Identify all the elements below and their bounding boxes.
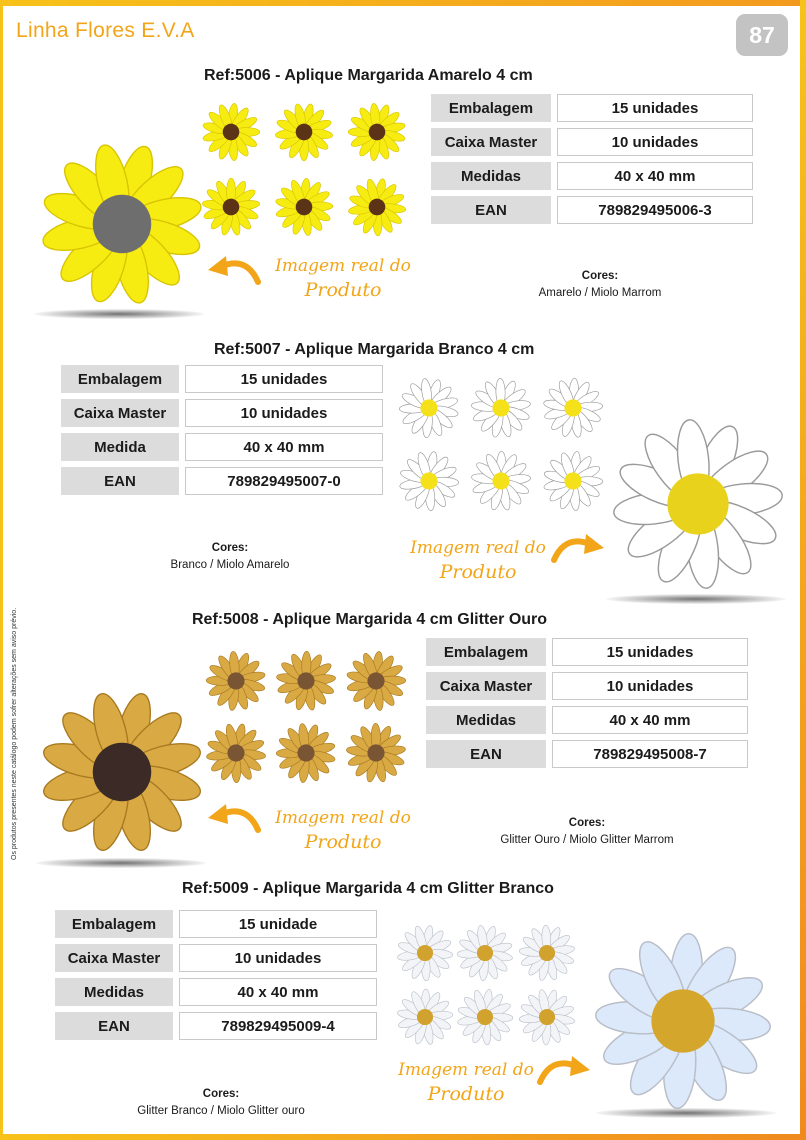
- real-image-caption-line1: Imagem real do: [275, 256, 411, 276]
- flower-center: [227, 744, 244, 761]
- daisy-icon: [540, 448, 606, 514]
- spec-value: 15 unidades: [185, 365, 383, 393]
- colors-note: [462, 815, 712, 849]
- flower-center: [223, 199, 240, 216]
- arrow-left-icon: [204, 252, 262, 286]
- real-image-caption-line1: Imagem real do: [275, 808, 411, 828]
- daisy-small: [199, 100, 263, 168]
- daisy-small: [540, 448, 606, 518]
- spec-label: Medidas: [431, 162, 551, 190]
- daisy-icon: [396, 375, 462, 441]
- flower-center: [369, 199, 386, 216]
- flower-center: [539, 1009, 555, 1025]
- spec-label: EAN: [55, 1012, 173, 1040]
- flower-center: [367, 672, 384, 689]
- spec-table: [431, 94, 753, 224]
- colors-label: Cores:: [568, 817, 606, 829]
- daisy-icon: [343, 720, 409, 786]
- page-border-right: [800, 0, 806, 1140]
- daisy-small: [343, 648, 409, 718]
- daisy-icon: [203, 720, 269, 786]
- daisy-small: [394, 986, 456, 1052]
- spec-value: 789829495007-0: [185, 467, 383, 495]
- daisy-small: [203, 648, 269, 718]
- daisy-large: [36, 138, 208, 314]
- page-border-left: [0, 0, 3, 1140]
- daisy-small: [454, 922, 516, 988]
- real-image-caption: [258, 806, 428, 854]
- flower-center: [417, 1009, 433, 1025]
- spec-value: 10 unidades: [185, 399, 383, 427]
- spec-label: Embalagem: [55, 910, 173, 938]
- product-title: Ref:5008 - Aplique Margarida 4 cm Glitter Ouro: [192, 611, 548, 628]
- daisy-large-icon: [590, 928, 776, 1114]
- real-image-caption-line2: Produto: [304, 279, 382, 301]
- real-image-caption: [258, 254, 428, 302]
- spec-value: 15 unidades: [552, 638, 748, 666]
- spec-label: Medidas: [55, 978, 173, 1006]
- flower-center: [420, 472, 437, 489]
- daisy-large: [36, 686, 208, 862]
- flower-center: [93, 195, 151, 253]
- daisy-icon: [272, 100, 336, 164]
- real-image-caption: [398, 536, 558, 584]
- spec-label: Medida: [61, 433, 179, 461]
- spec-value: 789829495006-3: [557, 196, 753, 224]
- daisy-icon: [454, 986, 516, 1048]
- flower-center: [417, 945, 433, 961]
- spec-value: 40 x 40 mm: [179, 978, 377, 1006]
- spec-label: EAN: [426, 740, 546, 768]
- page-border-bottom: [0, 1134, 806, 1140]
- daisy-icon: [540, 375, 606, 441]
- flower-center: [367, 744, 384, 761]
- spec-label: Caixa Master: [61, 399, 179, 427]
- colors-value: Branco / Miolo Amarelo: [170, 559, 290, 571]
- daisy-small: [272, 100, 336, 168]
- colors-value: Glitter Ouro / Miolo Glitter Marrom: [500, 834, 674, 846]
- catalog-section-title: Linha Flores E.V.A: [16, 19, 195, 42]
- daisy-small: [516, 922, 578, 988]
- spec-value: 15 unidades: [557, 94, 753, 122]
- daisy-icon: [343, 648, 409, 714]
- daisy-large-icon: [36, 686, 208, 858]
- daisy-icon: [396, 448, 462, 514]
- real-image-caption-line1: Imagem real do: [398, 1060, 534, 1080]
- daisy-small: [272, 175, 336, 243]
- real-image-caption-line2: Produto: [427, 1083, 505, 1105]
- spec-label: Caixa Master: [426, 672, 546, 700]
- daisy-icon: [468, 375, 534, 441]
- colors-label: Cores:: [202, 1088, 240, 1100]
- daisy-icon: [199, 100, 263, 164]
- daisy-large: [608, 414, 788, 598]
- daisy-small: [203, 720, 269, 790]
- spec-label: Embalagem: [426, 638, 546, 666]
- colors-value: Amarelo / Miolo Marrom: [538, 287, 662, 299]
- daisy-small: [396, 448, 462, 518]
- spec-value: 40 x 40 mm: [557, 162, 753, 190]
- real-image-caption: [386, 1058, 546, 1106]
- product-title: Ref:5009 - Aplique Margarida 4 cm Glitter Branco: [182, 880, 554, 897]
- daisy-icon: [516, 986, 578, 1048]
- spec-label: EAN: [431, 196, 551, 224]
- real-image-caption-line2: Produto: [439, 561, 517, 583]
- spec-label: Caixa Master: [431, 128, 551, 156]
- flower-center: [297, 744, 314, 761]
- spec-label: Medidas: [426, 706, 546, 734]
- daisy-icon: [199, 175, 263, 239]
- daisy-icon: [394, 986, 456, 1048]
- flower-center: [477, 1009, 493, 1025]
- flower-center: [477, 945, 493, 961]
- flower-center: [492, 399, 509, 416]
- daisy-small: [468, 448, 534, 518]
- disclaimer-note: Os produtos presentes neste catálogo podem sofrer alterações sem aviso prévio.: [11, 607, 18, 860]
- colors-label: Cores:: [581, 270, 619, 282]
- daisy-icon: [345, 100, 409, 164]
- spec-label: Embalagem: [431, 94, 551, 122]
- daisy-icon: [394, 922, 456, 984]
- spec-value: 789829495009-4: [179, 1012, 377, 1040]
- spec-value: 10 unidades: [552, 672, 748, 700]
- daisy-large-icon: [36, 138, 208, 310]
- spec-table: [55, 910, 377, 1040]
- daisy-large-icon: [608, 414, 788, 594]
- flower-center: [223, 124, 240, 141]
- daisy-icon: [272, 175, 336, 239]
- spec-table: [61, 365, 383, 495]
- daisy-icon: [203, 648, 269, 714]
- colors-value: Glitter Branco / Miolo Glitter ouro: [137, 1105, 305, 1117]
- spec-value: 15 unidade: [179, 910, 377, 938]
- daisy-small: [468, 375, 534, 445]
- daisy-icon: [516, 922, 578, 984]
- colors-note: [96, 1086, 346, 1120]
- colors-note: [120, 540, 340, 574]
- daisy-small: [343, 720, 409, 790]
- daisy-small: [394, 922, 456, 988]
- real-image-caption-line2: Produto: [304, 831, 382, 853]
- arrow-left-icon: [204, 800, 262, 834]
- spec-value: 10 unidades: [557, 128, 753, 156]
- flower-center: [420, 399, 437, 416]
- daisy-small: [345, 100, 409, 168]
- flower-center: [297, 672, 314, 689]
- arrow-right-icon: [536, 1052, 594, 1086]
- page-border-top: [0, 0, 806, 6]
- daisy-small: [540, 375, 606, 445]
- daisy-small: [199, 175, 263, 243]
- colors-note: [490, 268, 710, 302]
- page-number-badge: 87: [736, 14, 788, 56]
- daisy-icon: [273, 720, 339, 786]
- spec-label: Embalagem: [61, 365, 179, 393]
- colors-label: Cores:: [211, 542, 249, 554]
- flower-center: [227, 672, 244, 689]
- flower-center: [651, 989, 714, 1052]
- spec-value: 10 unidades: [179, 944, 377, 972]
- spec-value: 40 x 40 mm: [552, 706, 748, 734]
- flower-center: [93, 743, 151, 801]
- daisy-icon: [273, 648, 339, 714]
- daisy-small: [273, 648, 339, 718]
- spec-label: EAN: [61, 467, 179, 495]
- flower-center: [539, 945, 555, 961]
- spec-label: Caixa Master: [55, 944, 173, 972]
- flower-center: [492, 472, 509, 489]
- flower-center: [564, 399, 581, 416]
- flower-center: [296, 124, 313, 141]
- daisy-large: [590, 928, 776, 1118]
- daisy-small: [273, 720, 339, 790]
- arrow-right-icon: [550, 530, 608, 564]
- spec-value: 40 x 40 mm: [185, 433, 383, 461]
- real-image-caption-line1: Imagem real do: [410, 538, 546, 558]
- product-title: Ref:5006 - Aplique Margarida Amarelo 4 cm: [204, 67, 533, 84]
- daisy-small: [516, 986, 578, 1052]
- flower-center: [296, 199, 313, 216]
- flower-center: [369, 124, 386, 141]
- daisy-icon: [468, 448, 534, 514]
- spec-value: 789829495008-7: [552, 740, 748, 768]
- daisy-small: [345, 175, 409, 243]
- daisy-icon: [345, 175, 409, 239]
- daisy-small: [396, 375, 462, 445]
- spec-table: [426, 638, 748, 768]
- daisy-icon: [454, 922, 516, 984]
- daisy-small: [454, 986, 516, 1052]
- product-title: Ref:5007 - Aplique Margarida Branco 4 cm: [214, 341, 535, 358]
- flower-center: [667, 473, 728, 534]
- flower-center: [564, 472, 581, 489]
